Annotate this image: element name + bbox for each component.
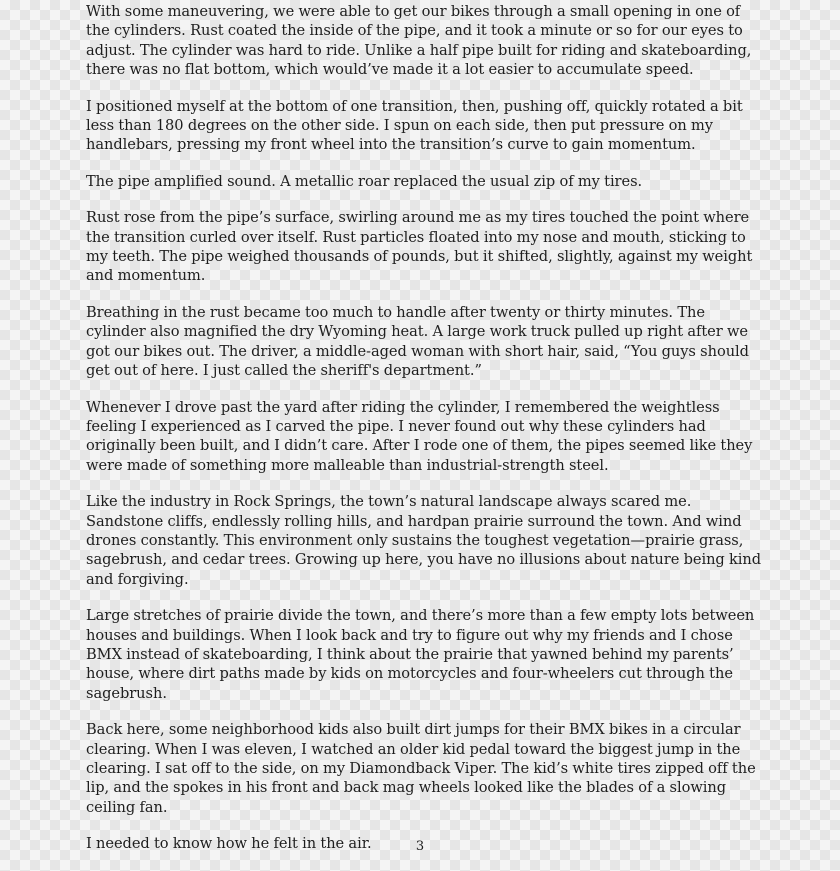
- page-number: 3: [415, 839, 425, 854]
- paragraph-7: Like the industry in Rock Springs, the town’s natural landscape always scared me. Sandstone cliffs, endlessly rolling hills, and hardpan prairie surround the town. And wind drones constantly. This environment only sustains the toughest vegetation—prairie grass, sagebrush, and cedar trees. Growing up here, you have no illusions about nature being kind and forgiving.: [86, 493, 762, 588]
- paragraph-9: Back here, some neighborhood kids also built dirt jumps for their BMX bikes in a circular clearing. When I was eleven, I watched an older kid pedal toward the biggest jump in the clearing. I sat off to the side, on my Diamondback Viper. The kid’s white tires zipped off the lip, and the spokes in his front and back mag wheels looked like the blades of a slowing ceiling fan.: [86, 721, 756, 816]
- paragraph-8: Large stretches of prairie divide the town, and there’s more than a few empty lots between houses and buildings. When I look back and try to figure out why my friends and I chose BMX instead of skateboarding, I think about the prairie that yawned behind my parents’ house, where dirt paths made by kids on motorcycles and four-wheelers cut through the sagebrush.: [86, 607, 755, 702]
- paragraph-3: The pipe amplified sound. A metallic roar replaced the usual zip of my tires.: [86, 172, 643, 190]
- paragraph-4: Rust rose from the pipe’s surface, swirling around me as my tires touched the point where the transition curled over itself. Rust particles floated into my nose and mouth, sticking to my teeth. The pipe weighed thousands of pounds, but it shifted, slightly, against my weight and momentum.: [86, 209, 753, 285]
- paragraph-2: I positioned myself at the bottom of one transition, then, pushing off, quickly rotated a bit less than 180 degrees on the other side. I spun on each side, then put pressure on my handlebars, pressing my front wheel into the transition’s curve to gain momentum.: [86, 97, 743, 154]
- paragraph-5: Breathing in the rust became too much to handle after twenty or thirty minutes. The cylinder also magnified the dry Wyoming heat. A large work truck pulled up right after we got our bikes out. The driver, a middle-aged woman with short hair, said, “You guys should get out of here. I just called the sheriff's department.”: [86, 303, 749, 380]
- body-text: [86, 2, 764, 871]
- paragraph-6: Whenever I drove past the yard after riding the cylinder, I remembered the weightless feeling I experienced as I carved the pipe. I never found out why these cylinders had originally been built, and I didn’t care. After I rode one of them, the pipes seemed like they were made of something more malleable than industrial-strength steel.: [86, 398, 753, 474]
- paragraph-1: With some maneuvering, we were able to get our bikes through a small opening in one of the cylinders. Rust coated the inside of the pipe, and it took a minute or so for our eyes to adjust. The cylinder was hard to ride. Unlike a half pipe built for riding and skateboarding, there was no flat bottom, which would’ve made it a lot easier to accumulate speed.: [86, 3, 752, 79]
- paragraph-10: I needed to know how he felt in the air.: [86, 835, 372, 853]
